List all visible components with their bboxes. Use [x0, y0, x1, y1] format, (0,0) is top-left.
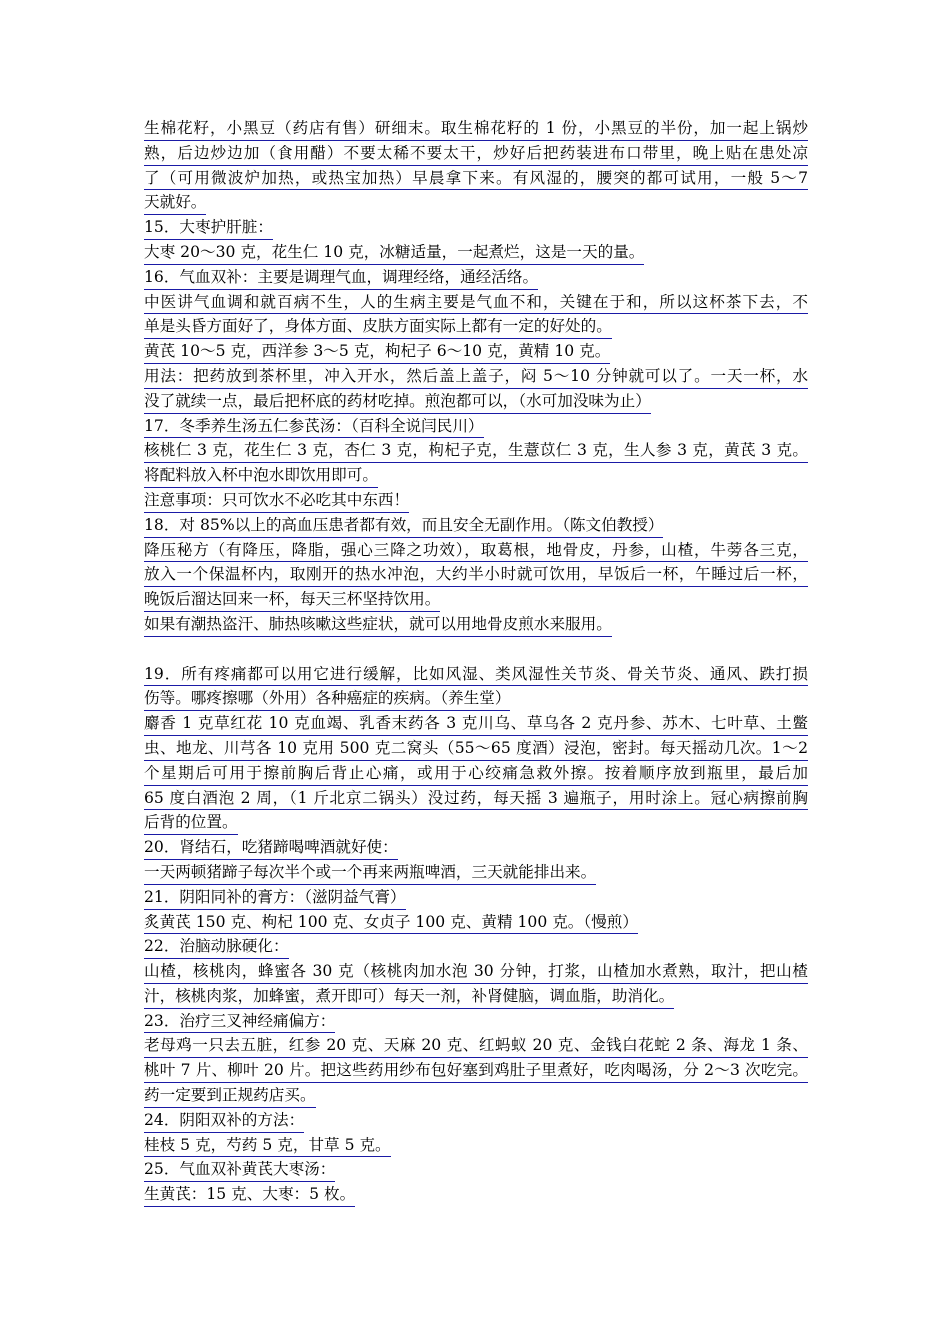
section-heading: 15．大枣护肝脏：	[144, 215, 273, 240]
text-line: 降压秘方（有降压，降脂，强心三降之功效），取葛根，地骨皮，丹参，山楂，牛蒡各三克，	[144, 538, 808, 563]
text-line: 炙黄芪 150 克、枸杞 100 克、女贞子 100 克、黄精 100 克。（慢煎）	[144, 910, 638, 935]
text-line: 没了就续一点，最后把杯底的药材吃掉。煎泡都可以，（水可加没味为止）	[144, 389, 651, 414]
section-heading: 17．冬季养生汤五仁参芪汤：（百科全说闫民川）	[144, 414, 484, 439]
section-heading: 24．阴阳双补的方法：	[144, 1108, 304, 1133]
text-line: 晚饭后溜达回来一杯，每天三杯坚持饮用。	[144, 587, 440, 612]
blank-line	[144, 637, 808, 662]
section-heading: 20．肾结石，吃猪蹄喝啤酒就好使：	[144, 835, 398, 860]
section-heading: 18．对 85%以上的高血压患者都有效，而且安全无副作用。（陈文伯教授）	[144, 513, 663, 538]
document-body	[144, 116, 808, 1207]
text-line: 生棉花籽，小黑豆（药店有售）研细末。取生棉花籽的 1 份，小黑豆的半份，加一起上锅炒	[144, 116, 808, 141]
section-heading: 21．阴阳同补的膏方：（滋阴益气膏）	[144, 885, 406, 910]
section-heading: 16．气血双补：主要是调理气血，调理经络，通经活络。	[144, 265, 538, 290]
text-line: 用法：把药放到茶杯里，冲入开水，然后盖上盖子，闷 5～10 分钟就可以了。一天一杯，水	[144, 364, 808, 389]
text-line: 单是头昏方面好了，身体方面、皮肤方面实际上都有一定的好处的。	[144, 314, 612, 339]
section-heading: 25．气血双补黄芪大枣汤：	[144, 1157, 335, 1182]
text-line: 天就好。	[144, 190, 206, 215]
text-line: 黄芪 10～5 克，西洋参 3～5 克，枸杞子 6～10 克，黄精 10 克。	[144, 339, 610, 364]
text-line: 老母鸡一只去五脏，红参 20 克、天麻 20 克、红蚂蚁 20 克、金钱白花蛇 2 条、海龙 1 条、	[144, 1033, 808, 1058]
section-heading: 22．治脑动脉硬化：	[144, 934, 289, 959]
text-line: 虫、地龙、川芎各 10 克用 500 克二窝头（55～65 度酒）浸泡，密封。每天摇动几次。1～2	[144, 736, 808, 761]
section-heading: 19．所有疼痛都可以用它进行缓解，比如风湿、类风湿性关节炎、骨关节炎、通风、跌打损	[144, 662, 808, 687]
text-line: 放入一个保温杯内，取刚开的热水冲泡，大约半小时就可饮用，早饭后一杯，午睡过后一杯，	[144, 562, 808, 587]
text-line: 一天两顿猪蹄子每次半个或一个再来两瓶啤酒，三天就能排出来。	[144, 860, 596, 885]
text-line: 麝香 1 克草红花 10 克血竭、乳香末药各 3 克川乌、草乌各 2 克丹参、苏木、七叶草、土鳖	[144, 711, 808, 736]
text-line: 生黄芪：15 克、大枣：5 枚。	[144, 1182, 355, 1207]
text-line: 桃叶 7 片、柳叶 20 片。把这些药用纱布包好塞到鸡肚子里煮好，吃肉喝汤，分 2～3 次吃完。	[144, 1058, 808, 1083]
text-line: 中医讲气血调和就百病不生，人的生病主要是气血不和，关键在于和，所以这杯茶下去，不	[144, 290, 808, 315]
text-line: 山楂，核桃肉，蜂蜜各 30 克（核桃肉加水泡 30 分钟，打浆，山楂加水煮熟，取汁，把山楂	[144, 959, 808, 984]
text-line: 后背的位置。	[144, 810, 238, 835]
text-line: 了（可用微波炉加热，或热宝加热）早晨拿下来。有风湿的，腰突的都可试用，一般 5～7	[144, 166, 808, 191]
text-line: 药一定要到正规药店买。	[144, 1083, 316, 1108]
text-line: 桂枝 5 克，芍药 5 克，甘草 5 克。	[144, 1133, 391, 1158]
text-line: 熟，后边炒边加（食用醋）不要太稀不要太干，炒好后把药装进布口带里，晚上贴在患处凉	[144, 141, 808, 166]
section-heading: 23．治疗三叉神经痛偏方：	[144, 1009, 335, 1034]
text-line: 注意事项：只可饮水不必吃其中东西！	[144, 488, 409, 513]
text-line: 65 度白酒泡 2 周，（1 斤北京二锅头）没过药，每天摇 3 遍瓶子，用时涂上。冠心病擦前胸	[144, 786, 808, 811]
text-line: 汁，核桃肉浆，加蜂蜜，煮开即可）每天一剂，补肾健脑，调血脂，助消化。	[144, 984, 674, 1009]
section-heading: 伤等。哪疼擦哪（外用）各种癌症的疾病。（养生堂）	[144, 686, 510, 711]
text-line: 个星期后可用于擦前胸后背止心痛，或用于心绞痛急救外擦。按着顺序放到瓶里，最后加	[144, 761, 808, 786]
text-line: 如果有潮热盗汗、肺热咳嗽这些症状，就可以用地骨皮煎水来服用。	[144, 612, 612, 637]
text-line: 核桃仁 3 克，花生仁 3 克，杏仁 3 克，枸杞子克，生薏苡仁 3 克，生人参 3 克，黄芪 3 克。	[144, 438, 808, 463]
text-line: 将配料放入杯中泡水即饮用即可。	[144, 463, 378, 488]
text-line: 大枣 20～30 克，花生仁 10 克，冰糖适量，一起煮烂，这是一天的量。	[144, 240, 644, 265]
